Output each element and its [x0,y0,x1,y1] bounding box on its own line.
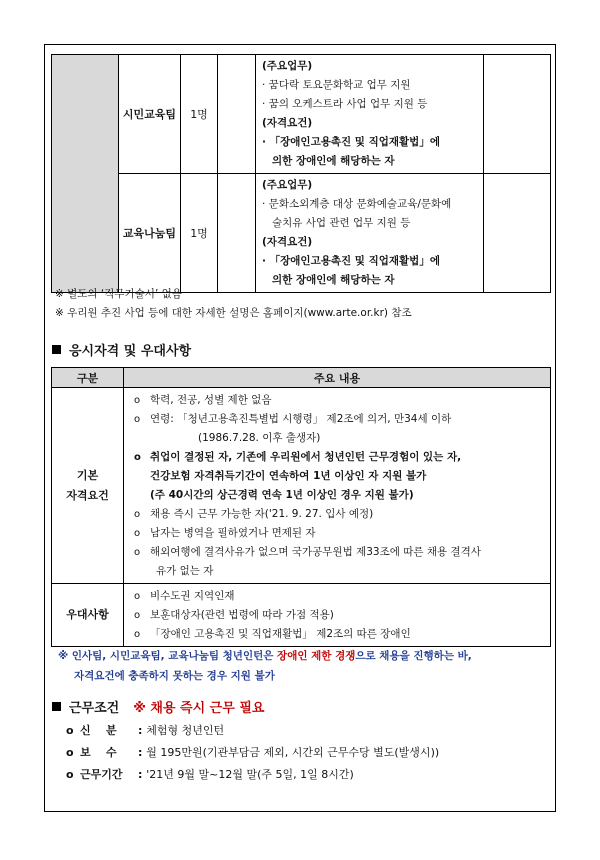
team-name: 교육나눔팀 [119,174,181,293]
circle-bullet-icon: o [134,629,141,640]
label-line: 자격요건 [66,488,109,502]
label-line: 기본 [76,468,99,482]
duty-description [256,55,484,174]
duty-line: · 문화소외계층 대상 문화예술교육/문화예 [262,198,452,210]
circle-bullet-icon: o [134,395,141,406]
condition-value: '21년 9월 말~12월 말(주 5일, 1일 8시간) [146,768,354,781]
column-header: 구분 [52,368,124,388]
table-row [52,584,551,647]
list-item [134,505,544,524]
requirement-header: (자격요건) [262,117,313,129]
item-text: 채용 즉시 근무 가능한 자('21. 9. 27. 입사 예정) [150,508,374,520]
condition-key: 신 분 [80,724,117,737]
restriction-warning [58,646,538,686]
qualification-table [51,367,551,647]
list-item [134,410,544,448]
item-text: 「장애인 고용촉진 및 직업재활법」 제2조의 따른 장애인 [150,628,411,640]
requirement-line: 의한 장애인에 해당하는 자 [272,155,395,167]
section-title-text: 근무조건 [69,701,120,716]
table-row [52,55,551,174]
item-text: 건강보험 자격취득기간이 연속하여 1년 이상인 자 지원 불가 [150,470,427,482]
preference-items [124,584,551,647]
circle-bullet-icon: o [66,768,74,781]
job-table [51,54,551,293]
square-bullet-icon [52,702,61,711]
duty-line: 술치유 사업 관련 업무 지원 등 [272,217,411,229]
conditions-list [66,720,439,786]
warning-text: ※ 인사팀, 시민교육팀, 교육나눔팀 청년인턴은 [58,650,278,662]
circle-bullet-icon: o [134,509,141,520]
item-text: 연령: 「청년고용촉진특별법 시행령」 제2조에 의거, 만34세 이하 [150,413,452,425]
duty-header: (주요업무) [262,179,313,191]
condition-key: 보 수 [80,746,117,759]
duty-header: (주요업무) [262,60,313,72]
item-text: 남자는 병역을 필하였거나 면제된 자 [150,527,316,539]
headcount: 1명 [181,55,218,174]
item-text: 유가 없는 자 [156,565,214,577]
list-item [134,524,544,543]
item-text: 학력, 전공, 성별 제한 없음 [150,394,272,406]
duty-line: · 꿈의 오케스트라 사업 업무 지원 등 [262,98,428,110]
section-title-qualification [52,340,191,359]
column-header: 주요 내용 [124,368,551,388]
circle-bullet-icon: o [134,610,141,621]
list-item [134,625,544,644]
item-text: 취업이 결정된 자, 기존에 우리원에서 청년인턴 근무경험이 있는 자, [150,451,462,463]
table-row [52,174,551,293]
item-text: (1986.7.28. 이후 출생자) [198,432,321,444]
square-bullet-icon [52,345,61,354]
duty-description [256,174,484,293]
list-item: o 신 분 : 체험형 청년인턴 [66,720,439,742]
duty-line: · 꿈다락 토요문화학교 업무 지원 [262,79,411,91]
requirement-line: 의한 장애인에 해당하는 자 [272,274,395,286]
table-row [52,388,551,584]
circle-bullet-icon: o [134,547,141,558]
item-text: 해외여행에 결격사유가 없으며 국가공무원법 제33조에 따른 채용 결격사 [150,546,481,558]
condition-key: 근무기간 [80,768,123,781]
empty-cell [218,55,256,174]
empty-cell [218,174,256,293]
row-label-basic [52,388,124,584]
basic-requirements [124,388,551,584]
list-item [134,606,544,625]
circle-bullet-icon: o [134,452,141,463]
list-item: o 근무기간 : '21년 9월 말~12월 말(주 5일, 1일 8시간) [66,764,439,786]
headcount: 1명 [181,174,218,293]
warning-text: 으로 채용을 진행하는 바, [355,650,472,662]
empty-cell [484,174,551,293]
note-job-description: ※ 별도의 ‘직무기술서’ 없음 [55,288,182,300]
list-item [134,391,544,410]
condition-value: 월 195만원(기관부담금 제외, 시간외 근무수당 별도(발생시)) [146,746,440,759]
empty-cell [484,55,551,174]
row-label-preference: 우대사항 [52,584,124,647]
circle-bullet-icon: o [134,414,141,425]
item-text: 보훈대상자(관련 법령에 따라 가점 적용) [150,609,334,621]
list-item [134,587,544,606]
list-item: o 보 수 : 월 195만원(기관부담금 제외, 시간외 근무수당 별도(발생시)) [66,742,439,764]
warning-highlight: 장애인 제한 경쟁 [277,650,356,662]
section-title-conditions [52,697,264,716]
list-item [134,543,544,581]
immediate-work-notice: ※ 채용 즉시 근무 필요 [133,701,265,716]
circle-bullet-icon: o [66,746,74,759]
section-title-text: 응시자격 및 우대사항 [69,344,192,359]
requirement-line: · 「장애인고용촉진 및 직업재활법」에 [262,136,440,148]
circle-bullet-icon: o [134,528,141,539]
condition-value: 체험형 청년인턴 [146,724,225,737]
requirement-header: (자격요건) [262,236,313,248]
warning-text: 자격요건에 충족하지 못하는 경우 지원 불가 [74,670,275,682]
list-item [134,448,544,505]
requirement-line: · 「장애인고용촉진 및 직업재활법」에 [262,255,440,267]
category-cell [52,55,119,293]
item-text: 비수도권 지역인재 [150,590,235,602]
note-homepage: ※ 우리원 추진 사업 등에 대한 자세한 설명은 홈페이지(www.arte.or.kr) 참조 [55,307,412,319]
team-name: 시민교육팀 [119,55,181,174]
table-header-row [52,368,551,388]
circle-bullet-icon: o [134,591,141,602]
item-text: (주 40시간의 상근경력 연속 1년 이상인 경우 지원 불가) [150,489,414,501]
circle-bullet-icon: o [66,724,74,737]
